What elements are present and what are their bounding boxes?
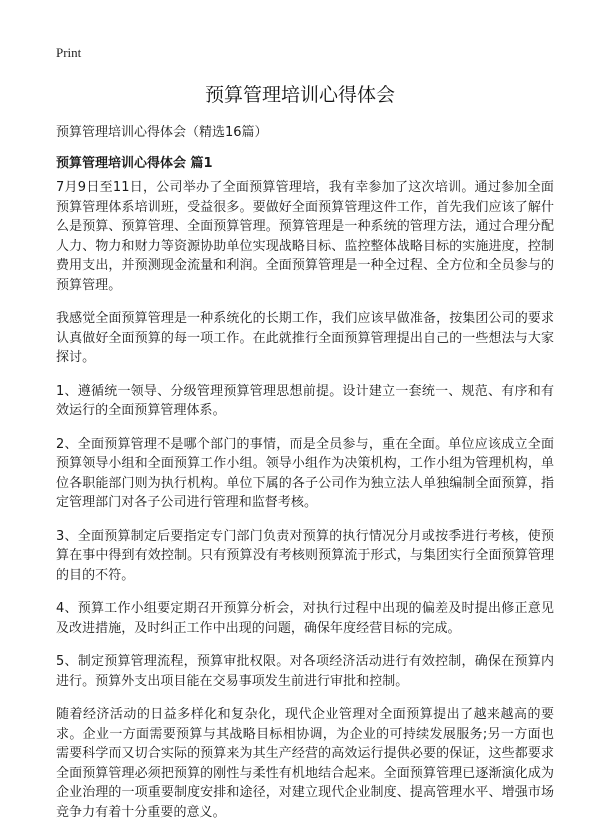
paragraph-point-4: 4、预算工作小组要定期召开预算分析会，对执行过程中出现的偏差及时提出修正意见及改进措施，及时纠正工作中出现的问题，确保年度经营目标的完成。: [56, 601, 554, 636]
paragraph-point-1: 1、遵循统一领导、分级管理预算管理思想前提。设计建立一套统一、规范、有序和有效运行的全面预算管理体系。: [56, 383, 554, 418]
paragraph-point-3: 3、全面预算制定后要指定专门部门负责对预算的执行情况分月或按季进行考核，使预算在事中得到有效控制。只有预算没有考核则预算流于形式，与集团实行全面预算管理的目的不符。: [56, 528, 554, 583]
paragraph-point-5: 5、制定预算管理流程，预算审批权限。对各项经济活动进行有效控制，确保在预算内进行。预算外支出项目能在交易事项发生前进行审批和控制。: [56, 654, 554, 689]
paragraph-point-2: 2、全面预算管理不是哪个部门的事情，而是全员参与，重在全面。单位应该成立全面预算领导小组和全面预算工作小组。领导小组作为决策机构，工作小组为管理机构，单位各职能部门则为执行机构。单位下属的各子公司作为独立法人单独编制全面预算，指定管理部门对各子公司进行管理和监督考核。: [56, 436, 554, 510]
article-body: [56, 178, 554, 836]
section-heading: 预算管理培训心得体会 篇1: [56, 156, 213, 171]
document-subtitle: 预算管理培训心得体会（精选16篇）: [56, 125, 268, 140]
paragraph-conclusion: 随着经济活动的日益多样化和复杂化，现代企业管理对全面预算提出了越来越高的要求。企业一方面需要预算与其战略目标相协调，为企业的可持续发展服务;另一方面也需要科学而又切合实际的预算来为其生产经营的高效运行提供必要的保证，这些都要求全面预算管理必须把预算的刚性与柔性有机地结合起来。全面预算管理已逐渐演化成为企业治理的一项重要制度安排和途径，对建立现代企业制度、提高管理水平、增强市场竞争力有着十分重要的意义。: [56, 707, 554, 820]
page-title: 预算管理培训心得体会: [204, 84, 395, 106]
paragraph-overview: 我感觉全面预算管理是一种系统化的长期工作，我们应该早做准备，按集团公司的要求认真做好全面预算的每一项工作。在此就推行全面预算管理提出自己的一些想法与大家探讨。: [56, 311, 554, 365]
paragraph-intro: 7月9日至11日，公司举办了全面预算管理培，我有幸参加了这次培训。通过参加全面预算管理体系培训班，受益很多。要做好全面预算管理这件工作，首先我们应该了解什么是预算、预算管理、全面预算管理。预算管理是一种系统的管理方法，通过合理分配人力、物力和财力等资源协助单位实现战略目标、监控整体战略目标的实施进度，控制费用支出，并预测现金流量和利润。全面预算管理是一种全过程、全方位和全员参与的预算管理。: [56, 180, 554, 293]
print-link[interactable]: Print: [56, 45, 82, 60]
